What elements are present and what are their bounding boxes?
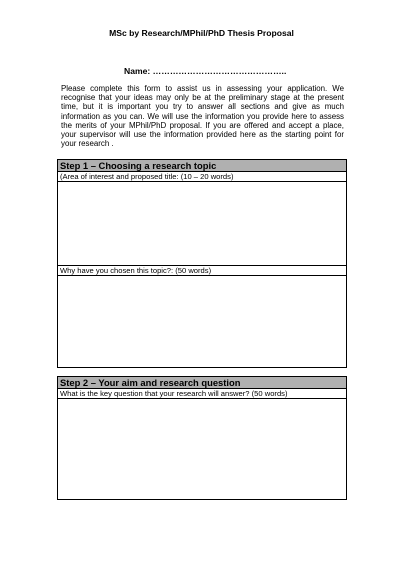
- name-field-label: Name: ………………………………………..: [124, 66, 287, 76]
- step2-q1-answer-row: [58, 399, 347, 500]
- step1-q2-answer-row: [58, 276, 347, 368]
- step1-table: [57, 159, 347, 368]
- step1-q1-answer-row: [58, 182, 347, 266]
- step1-q1-label: (Area of interest and proposed title: (10 – 20 words): [58, 172, 347, 182]
- step2-q1-label: What is the key question that your research will answer? (50 words): [58, 389, 347, 399]
- document-title: MSc by Research/MPhil/PhD Thesis Proposal: [109, 28, 294, 38]
- step2-q1-row: [58, 389, 347, 399]
- step1-heading: Step 1 – Choosing a research topic: [58, 160, 347, 172]
- step1-q2-label: Why have you chosen this topic?: (50 words): [58, 266, 347, 276]
- step2-table: [57, 376, 347, 500]
- step1-q2-row: [58, 266, 347, 276]
- step1-header-row: [58, 160, 347, 172]
- step1-q1-answer-box[interactable]: [58, 182, 347, 266]
- step2-header-row: [58, 377, 347, 389]
- step2-heading: Step 2 – Your aim and research question: [58, 377, 347, 389]
- step1-q1-row: [58, 172, 347, 182]
- intro-paragraph: Please complete this form to assist us in assessing your application. We recognise that your ideas may only be at the preliminary stage at the present time, but it is important you try to answer all sections and give as much information as you can. We will use the information you provide here to assess the merits of your MPhil/PhD proposal. If you are offered and accept a place, your supervisor will use the information provided here as the starting point for your research .: [61, 84, 344, 149]
- step1-q2-answer-box[interactable]: [58, 276, 347, 368]
- step2-q1-answer-box[interactable]: [58, 399, 347, 500]
